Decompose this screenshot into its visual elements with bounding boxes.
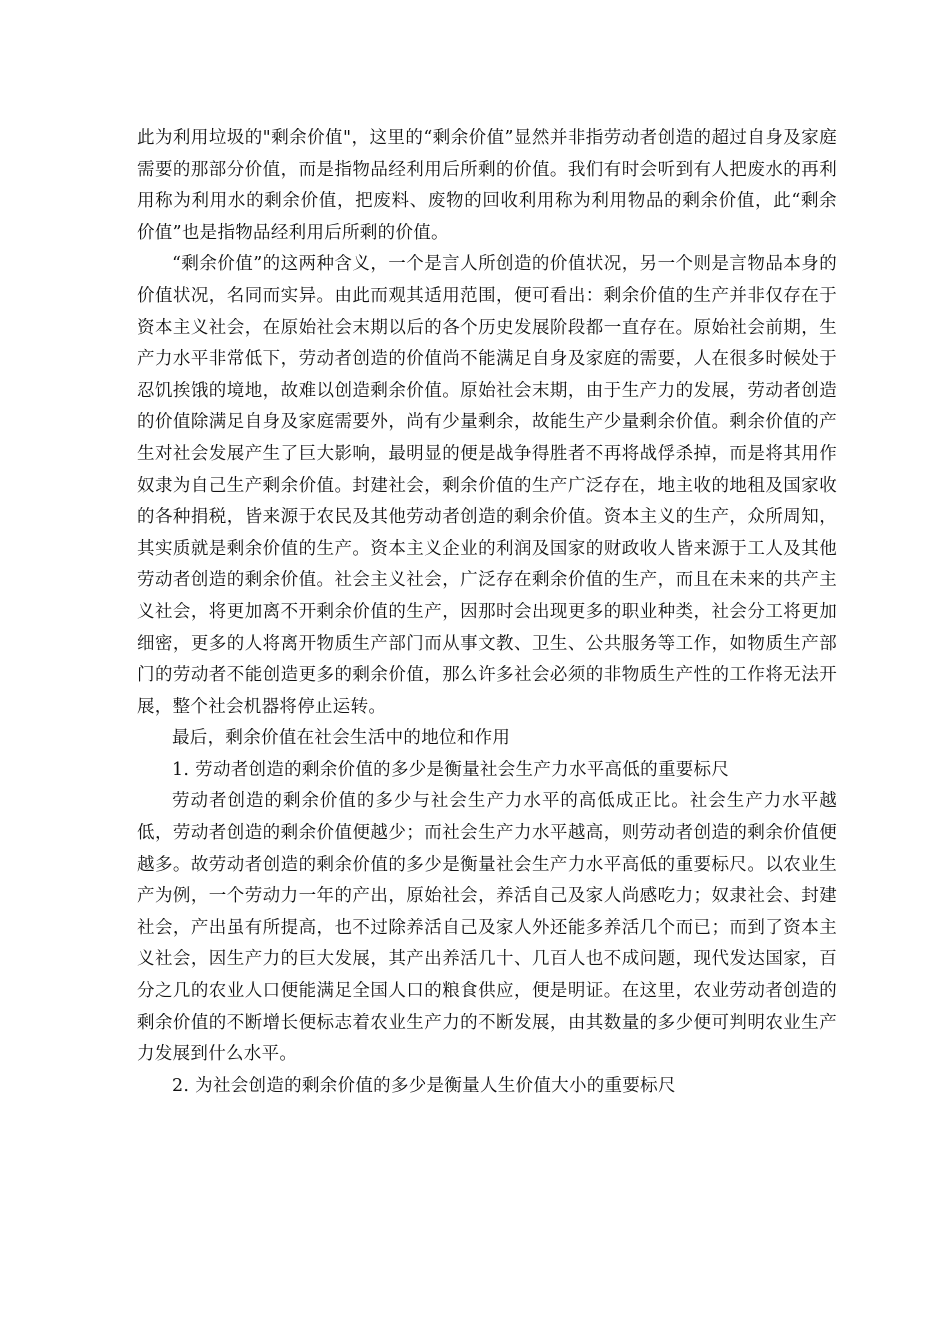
paragraph-two-meanings: “剩余价值”的这两种含义，一个是言人所创造的价值状况，另一个则是言物品本身的价值状况，名同而实异。由此而观其适用范围，便可看出：剩余价值的生产并非仅存在于资本主义社会，在原始社会末期以后的各个历史发展阶段都一直存在。原始社会前期，生产力水平非常低下，劳动者创造的价值尚不能满足自身及家庭的需要，人在很多时候处于忍饥挨饿的境地，故难以创造剩余价值。原始社会末期，由于生产力的发展，劳动者创造的价值除满足自身及家庭需要外，尚有少量剩余，故能生产少量剩余价值。剩余价值的产生对社会发展产生了巨大影响，最明显的便是战争得胜者不再将战俘杀掉，而是将其用作奴隶为自己生产剩余价值。封建社会，剩余价值的生产广泛存在，地主收的地租及国家收的各种捐税，皆来源于农民及其他劳动者创造的剩余价值。资本主义的生产，众所周知，其实质就是剩余价值的生产。资本主义企业的利润及国家的财政收人皆来源于工人及其他劳动者创造的剩余价值。社会主义社会，广泛存在剩余价值的生产，而且在未来的共产主义社会，将更加离不开剩余价值的生产，因那时会出现更多的职业种类，社会分工将更加细密，更多的人将离开物质生产部门而从事文教、卫生、公共服务等工作，如物质生产部门的劳动者不能创造更多的剩余价值，那么许多社会必须的非物质生产性的工作将无法开展，整个社会机器将停止运转。 xyxy=(137,254,837,717)
paragraph-productivity: 劳动者创造的剩余价值的多少与社会生产力水平的高低成正比。社会生产力水平越低，劳动者创造的剩余价值便越少；而社会生产力水平越高，则劳动者创造的剩余价值便越多。故劳动者创造的剩余价值的多少是衡量社会生产力水平高低的重要标尺。以农业生产为例，一个劳动力一年的产出，原始社会，养活自己及家人尚感吃力；奴隶社会、封建社会，产出虽有所提高，也不过除养活自己及家人外还能多养活几个而已；而到了资本主义社会，因生产力的巨大发展，其产出养活几十、几百人也不成问题，现代发达国家，百分之几的农业人口便能满足全国人口的粮食供应，便是明证。在这里，农业劳动者创造的剩余价值的不断增长便标志着农业生产力的不断发展，由其数量的多少便可判明农业生产力发展到什么水平。 xyxy=(137,791,837,1065)
section-heading-2: 2. 为社会创造的剩余价值的多少是衡量人生价值大小的重要标尺 xyxy=(172,1075,676,1096)
paragraph-continuation: 此为利用垃圾的"剩余价值"，这里的“剩余价值”显然并非指劳动者创造的超过自身及家庭需要的那部分价值，而是指物品经利用后所剩的价值。我们有时会听到有人把废水的再利用称为利用水的剩余价值，把废料、废物的回收利用称为利用物品的剩余价值，此“剩余价值”也是指物品经利用后所剩的价值。 xyxy=(137,128,837,243)
section-intro: 最后，剩余价值在社会生活中的地位和作用 xyxy=(172,728,511,749)
section-heading-1: 1. 劳动者创造的剩余价值的多少是衡量社会生产力水平高低的重要标尺 xyxy=(172,759,730,780)
document-body xyxy=(137,123,837,1102)
